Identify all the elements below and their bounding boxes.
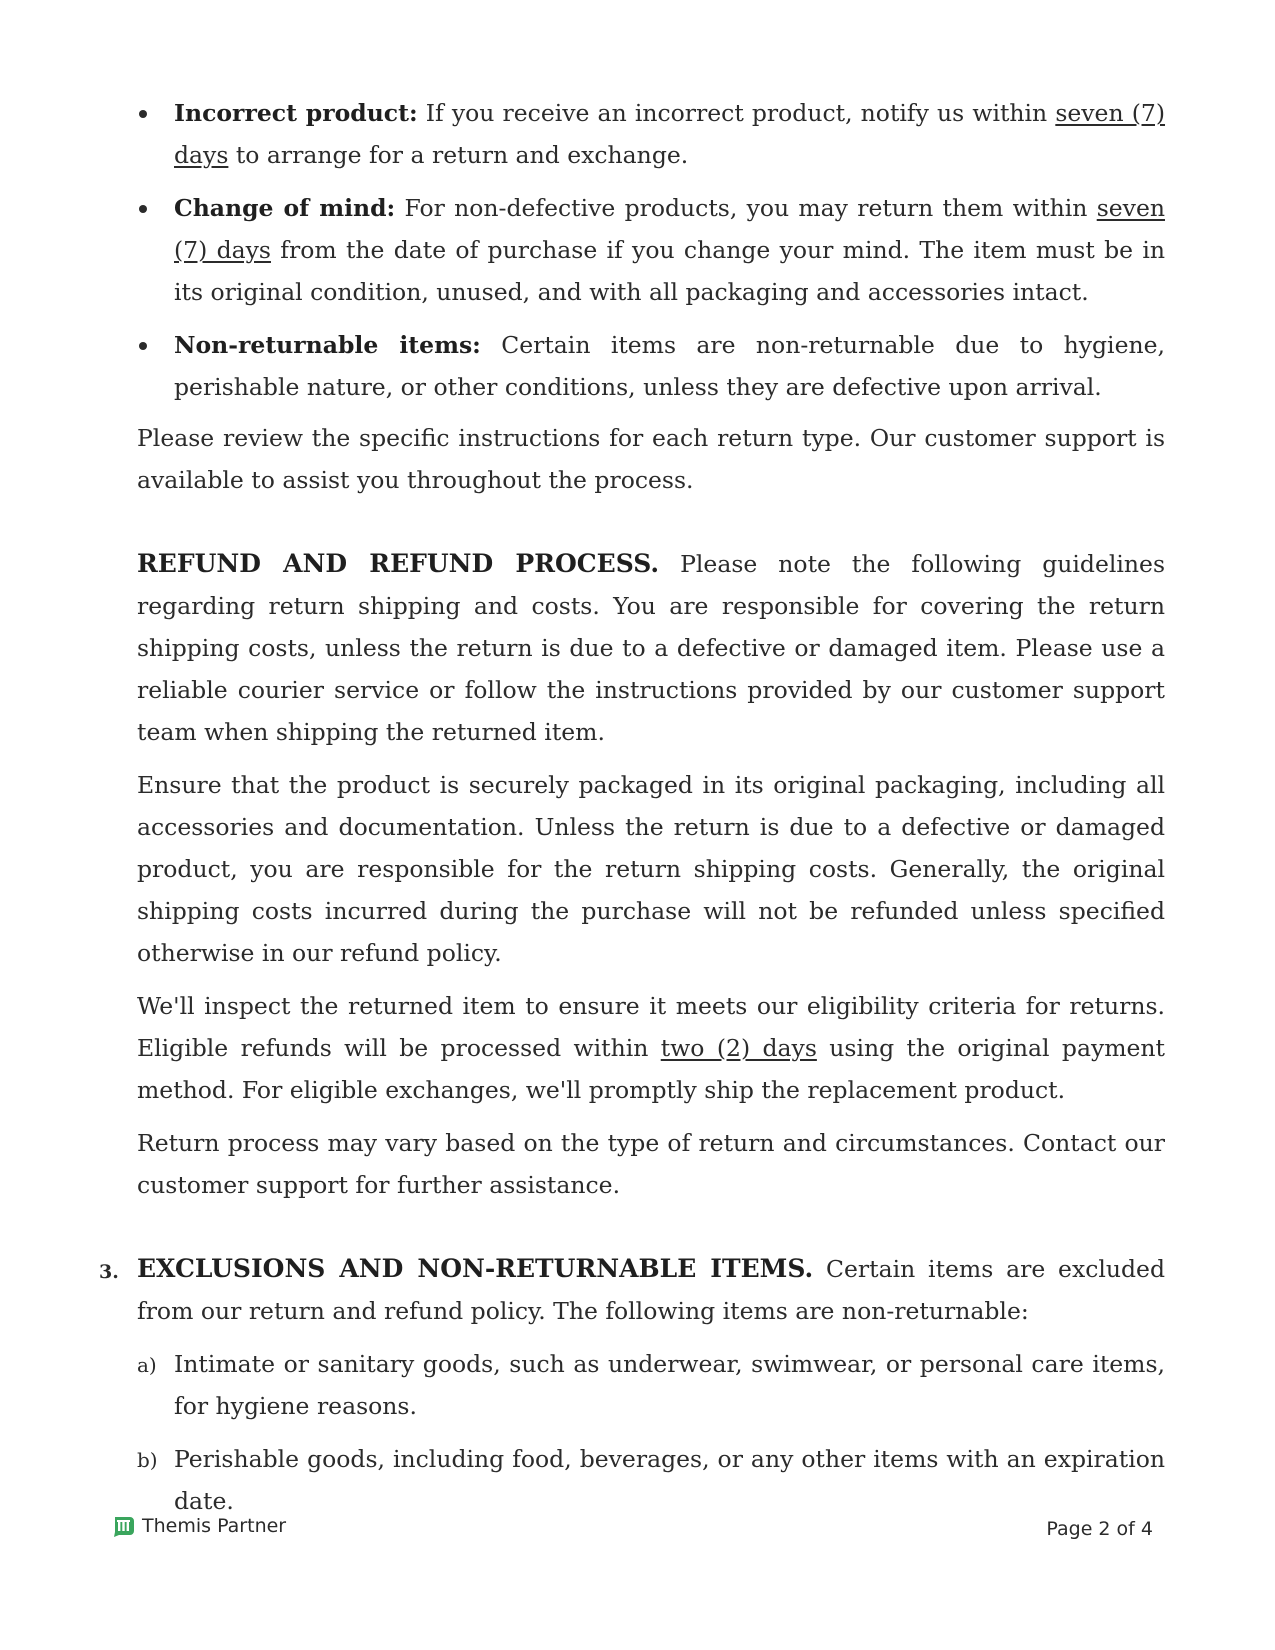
bullet-text: from the date of purchase if you change your mind. The item must be in its original condition, unused, and with all packaging and accessories intact. (174, 236, 1165, 306)
bullet-lead: Non-returnable items: (174, 331, 481, 359)
themis-partner-logo-icon (111, 1514, 135, 1538)
document-body (99, 92, 1166, 1533)
exclusions-list (137, 1343, 1165, 1522)
list-item-non-returnable (137, 324, 1165, 408)
bullet-icon (139, 205, 147, 213)
list-item (137, 1438, 1165, 1522)
list-item-incorrect-product (137, 92, 1165, 176)
refund-section-intro (137, 543, 1165, 753)
exclusions-section (99, 1248, 1166, 1522)
exclusions-intro (137, 1248, 1165, 1332)
paragraph-text: Certain items are excluded from our return and refund policy. The following items are non-returnable: (137, 1255, 1166, 1325)
list-letter: a) (137, 1353, 157, 1377)
page-footer (111, 1514, 1153, 1544)
bullet-text: For non-defective products, you may return them within (395, 194, 1097, 222)
paragraph-text: Please note the following guidelines regarding return shipping and costs. You are responsible for covering the return shipping costs, unless the return is due to a defective or damaged item. Please use a reliable courier service or follow the instructions provided by our customer support team when shipping the returned item. (137, 550, 1166, 746)
list-item-text: Intimate or sanitary goods, such as underwear, swimwear, or personal care items, for hygiene reasons. (174, 1350, 1165, 1420)
refund-paragraph-packaging: Ensure that the product is securely packaged in its original packaging, including all accessories and documentation. Unless the return is due to a defective or damaged product, you are responsible for the return shipping costs. Generally, the original shipping costs incurred during the purchase will not be refunded unless specified otherwise in our refund policy. (137, 771, 1165, 967)
underlined-term: two (2) days (660, 1034, 817, 1062)
list-item (137, 1343, 1165, 1427)
brand-name: Themis Partner (142, 1515, 287, 1537)
refund-paragraph-contact: Return process may vary based on the type of return and circumstances. Contact our customer support for further assistance. (137, 1129, 1165, 1199)
underlined-term: seven (7) days (174, 194, 1165, 264)
bullet-text: If you receive an incorrect product, notify us within (417, 99, 1056, 127)
bullet-lead: Incorrect product: (174, 99, 418, 127)
paragraph-text: We'll inspect the returned item to ensure it meets our eligibility criteria for returns. Eligible refunds will be processed within (137, 992, 1165, 1062)
refund-paragraph-inspection (137, 985, 1165, 1111)
review-paragraph: Please review the specific instructions for each return type. Our customer support is available to assist you throughout the process. (137, 424, 1165, 494)
paragraph-text: using the original payment method. For eligible exchanges, we'll promptly ship the replacement product. (137, 1034, 1165, 1104)
section-number: 3. (99, 1261, 119, 1283)
bullet-icon (139, 110, 147, 118)
underlined-term: seven (7) days (174, 99, 1166, 169)
return-types-list (137, 92, 1165, 408)
list-letter: b) (137, 1448, 158, 1472)
bullet-lead: Change of mind: (174, 194, 396, 222)
brand (111, 1514, 286, 1538)
bullet-text: Certain items are non-returnable due to hygiene, perishable nature, or other conditions, unless they are defective upon arrival. (174, 331, 1165, 401)
bullet-text: to arrange for a return and exchange. (228, 141, 689, 169)
section-heading-exclusions: EXCLUSIONS AND NON-RETURNABLE ITEMS. (137, 1254, 814, 1283)
list-item-text: Perishable goods, including food, beverages, or any other items with an expiration date. (174, 1445, 1165, 1515)
section-heading-refund: REFUND AND REFUND PROCESS. (137, 549, 660, 578)
bullet-icon (139, 342, 147, 350)
page-number: Page 2 of 4 (1046, 1518, 1153, 1540)
list-item-change-of-mind (137, 187, 1165, 313)
